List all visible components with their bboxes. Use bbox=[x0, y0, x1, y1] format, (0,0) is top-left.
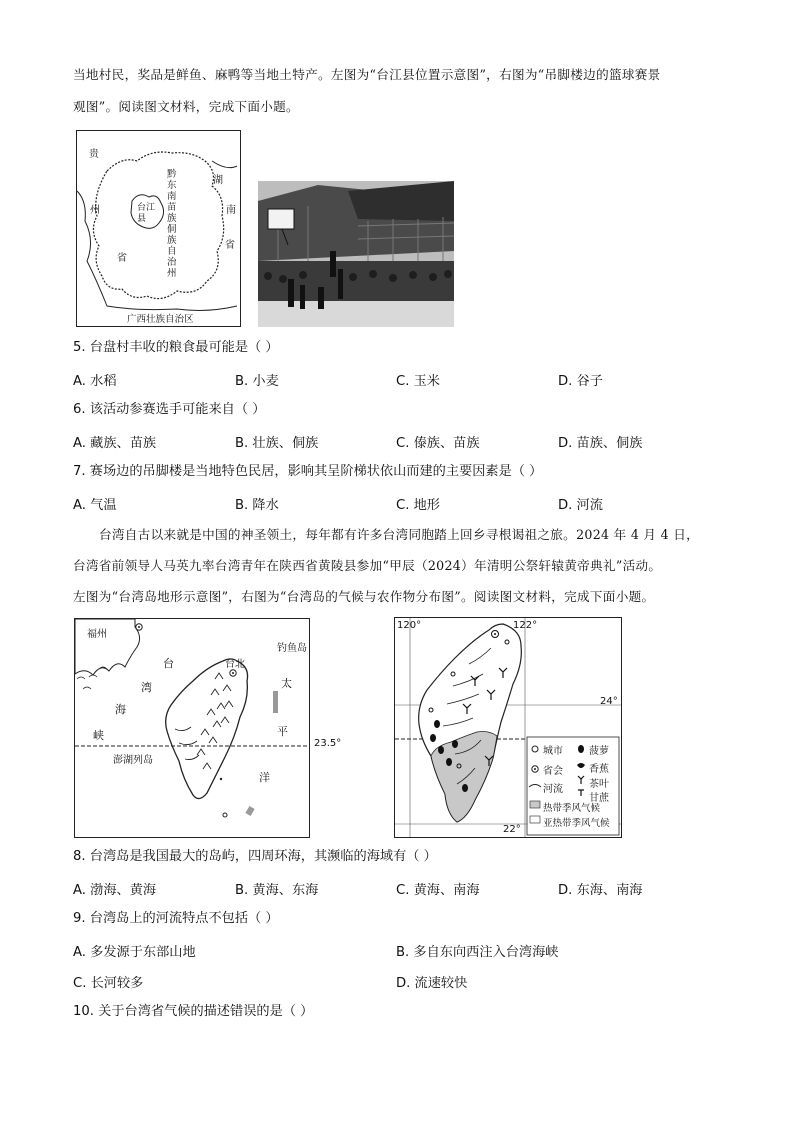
label-hu: 湖 bbox=[213, 175, 223, 186]
label-taijiang: 台江县 bbox=[137, 203, 156, 224]
taiwan-terrain-map bbox=[74, 618, 310, 838]
label-sheng: 省 bbox=[117, 253, 127, 264]
label-fuzhou: 福州 bbox=[87, 629, 107, 640]
intro2-line2: 台湾省前领导人马英九率台湾青年在陕西省黄陵县参加“甲辰（2024）年清明公祭轩辕黄帝典礼”活动。 bbox=[73, 558, 662, 573]
legend-subtropical: 亚热带季风气候 bbox=[543, 818, 610, 829]
q7-option-a[interactable]: A. 气温 bbox=[73, 498, 117, 513]
label-lon-120: 120° bbox=[397, 620, 422, 631]
intro1-line2: 观图”。阅读图文材料，完成下面小题。 bbox=[73, 99, 299, 114]
label-zhou: 州 bbox=[90, 205, 100, 216]
taijiang-location-map bbox=[76, 130, 241, 327]
intro1-line1: 当地村民，奖品是鲜鱼、麻鸭等当地土特产。左图为“台江县位置示意图”，右图为“吊脚楼边的篮球赛景 bbox=[73, 67, 661, 82]
label-wan: 湾 bbox=[141, 681, 152, 694]
q5-option-b[interactable]: B. 小麦 bbox=[235, 374, 279, 389]
label-tai: 台 bbox=[163, 657, 174, 670]
photo-illustration-svg bbox=[258, 181, 454, 327]
legend-river: 河流 bbox=[543, 784, 563, 795]
q7-option-c[interactable]: C. 地形 bbox=[396, 498, 440, 513]
label-taipei: 台北 bbox=[225, 659, 245, 670]
q9-option-a[interactable]: A. 多发源于东部山地 bbox=[73, 945, 196, 960]
label-sheng2: 省 bbox=[225, 240, 235, 251]
taiwan-terrain-svg bbox=[75, 619, 309, 837]
label-taiping-3: 洋 bbox=[259, 771, 270, 784]
label-nan: 南 bbox=[226, 205, 236, 216]
q8-option-d[interactable]: D. 东海、南海 bbox=[558, 883, 643, 898]
q8-option-a[interactable]: A. 渤海、黄海 bbox=[73, 883, 157, 898]
taiwan-climate-crops-map bbox=[394, 617, 622, 838]
q8-option-c[interactable]: C. 黄海、南海 bbox=[396, 883, 480, 898]
label-gui: 贵 bbox=[89, 149, 99, 160]
label-qiandongnan: 黔东南苗族侗族自治州 bbox=[167, 169, 177, 279]
q8-stem: 8. 台湾岛是我国最大的岛屿，四周环海，其濒临的海域有（ ） bbox=[73, 849, 437, 864]
intro2-line1: 台湾自古以来就是中国的神圣领土，每年都有许多台湾同胞踏上回乡寻根谒祖之旅。2024 年 4 月 4 日， bbox=[99, 527, 700, 542]
legend-tea: 茶叶 bbox=[589, 779, 609, 790]
q10-stem: 10. 关于台湾省气候的描述错误的是（ ） bbox=[73, 1004, 314, 1019]
q7-option-b[interactable]: B. 降水 bbox=[235, 498, 279, 513]
basketball-photo bbox=[258, 181, 454, 327]
legend-sugarcane: 甘蔗 bbox=[589, 793, 609, 804]
label-diaoyu: 钓鱼岛 bbox=[277, 643, 307, 654]
legend-city: 城市 bbox=[543, 746, 563, 757]
q9-option-c[interactable]: C. 长河较多 bbox=[73, 976, 144, 991]
q7-stem: 7. 赛场边的吊脚楼是当地特色民居，影响其呈阶梯状依山而建的主要因素是（ ） bbox=[73, 464, 543, 479]
legend-capital: 省会 bbox=[543, 766, 563, 777]
q6-option-d[interactable]: D. 苗族、侗族 bbox=[558, 436, 643, 451]
q6-option-c[interactable]: C. 傣族、苗族 bbox=[396, 436, 480, 451]
label-taiping-2: 平 bbox=[277, 725, 288, 738]
legend-banana: 香蕉 bbox=[589, 764, 609, 775]
q5-option-a[interactable]: A. 水稻 bbox=[73, 374, 117, 389]
q8-option-b[interactable]: B. 黄海、东海 bbox=[235, 883, 319, 898]
q9-option-b[interactable]: B. 多自东向西注入台湾海峡 bbox=[396, 945, 559, 960]
guizhou-outline-svg bbox=[77, 131, 240, 326]
label-lon-122: 122° bbox=[513, 620, 538, 631]
label-lat-24: 24° bbox=[600, 696, 618, 707]
label-lat-22: 22° bbox=[503, 824, 521, 835]
label-penghu: 澎湖列岛 bbox=[113, 755, 153, 766]
label-guangxi: 广西壮族自治区 bbox=[127, 314, 194, 325]
q7-option-d[interactable]: D. 河流 bbox=[558, 498, 603, 513]
q5-option-d[interactable]: D. 谷子 bbox=[558, 374, 603, 389]
q6-option-a[interactable]: A. 藏族、苗族 bbox=[73, 436, 157, 451]
q9-option-d[interactable]: D. 流速较快 bbox=[396, 976, 468, 991]
q6-stem: 6. 该活动参赛选手可能来自（ ） bbox=[73, 402, 266, 417]
label-xia: 峡 bbox=[93, 729, 104, 742]
q9-stem: 9. 台湾岛上的河流特点不包括（ ） bbox=[73, 911, 279, 926]
label-taiping-1: 太 bbox=[281, 677, 292, 690]
legend-pineapple: 菠萝 bbox=[589, 746, 609, 757]
label-hai: 海 bbox=[115, 703, 126, 716]
q5-option-c[interactable]: C. 玉米 bbox=[396, 374, 440, 389]
q6-option-b[interactable]: B. 壮族、侗族 bbox=[235, 436, 319, 451]
label-lat-23-5: 23.5° bbox=[314, 738, 342, 749]
intro2-line3: 左图为“台湾岛地形示意图”，右图为“台湾岛的气候与农作物分布图”。阅读图文材料，完成下面小题。 bbox=[73, 589, 655, 604]
legend-tropical: 热带季风气候 bbox=[543, 803, 601, 814]
q5-stem: 5. 台盘村丰收的粮食最可能是（ ） bbox=[73, 340, 279, 355]
